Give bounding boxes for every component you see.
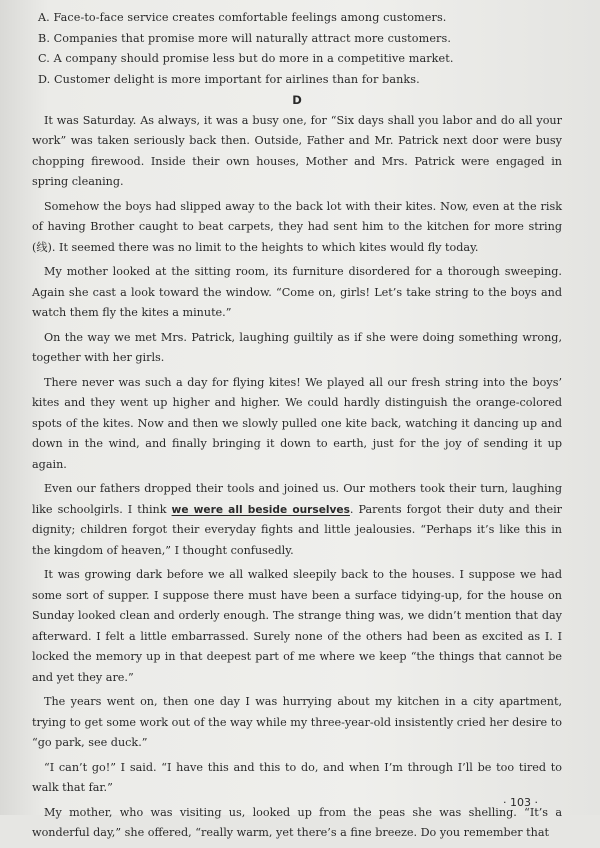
option-d: D. Customer delight is more important for airlines than for banks. [38,72,420,86]
paragraph-2: Somehow the boys had slipped away to the back lot with their kites. Now, even at the risk of having Brother caught to beat carpets, they had sent him to the kitchen for more string (线). It seemed there was no limit to the heights to which kites would fly today. [32,199,562,254]
paragraph-9: “I can’t go!” I said. “I have this and this to do, and when I’m through I’ll be too tired to walk that far.” [32,760,562,794]
underlined-phrase: we were all beside ourselves [171,503,350,516]
paragraph-7: It was growing dark before we all walked sleepily back to the houses. I suppose we had some sort of supper. I suppose there must have been a surface tidying-up, for the house on Sunday looked clean and orderly enough. The strange thing was, we didn’t mention that day afterward. I felt a little embarrassed. Surely none of the others had been as excited as I. I locked the memory up in that deepest part of me where we keep “the things that cannot be and yet they are.” [32,568,562,684]
paragraph-10: My mother, who was visiting us, looked up from the peas she was shelling. “It’s a wonderful day,” she offered, “really warm, yet there’s a fine breeze. Do you remember that [32,805,562,839]
option-b: B. Companies that promise more will naturally attract more customers. [38,31,451,45]
paragraph-3: My mother looked at the sitting room, its furniture disordered for a thorough sweeping. Again she cast a look toward the window. “Come on, girls! Let’s take string to the boys and watch them fly the kites a minute.” [32,265,562,319]
paragraph-8: The years went on, then one day I was hurrying about my kitchen in a city apartment, trying to get some work out of the way while my three-year-old insistently cried her desire to “go park, see duck.” [32,695,562,749]
page-number: · 103 · [503,796,538,809]
section-title: D [292,93,302,107]
option-a: A. Face-to-face service creates comfortable feelings among customers. [38,11,447,24]
paragraph-6-before: Even our fathers dropped their tools and joined us. Our mothers took their turn, laughing like schoolgirls. I think [32,482,562,516]
paragraph-6-after: . Parents forgot their duty and their dignity; children forgot their everyday fights and little jealousies. “Perhaps it’s like this in the kingdom of heaven,” I thought confusedly. [32,502,562,557]
paragraph-5: There never was such a day for flying kites! We played all our fresh string into the boys’ kites and they went up higher and higher. We could hardly distinguish the orange-colored spots of the kites. Now and then we slowly pulled one kite back, watching it dancing up and down in the wind, and finally bringing it down to earth, just for the joy of sending it up again. [32,375,562,471]
paragraph-6 [32,479,562,561]
paragraph-4: On the way we met Mrs. Patrick, laughing guiltily as if she were doing something wrong, together with her girls. [32,330,562,364]
document-content [32,8,562,848]
option-c: C. A company should promise less but do more in a competitive market. [38,52,454,65]
paragraph-1: It was Saturday. As always, it was a busy one, for “Six days shall you labor and do all your work” was taken seriously back then. Outside, Father and Mr. Patrick next door were busy chopping firewood. Inside their own houses, Mother and Mrs. Patrick were engaged in spring cleaning. [32,113,562,188]
